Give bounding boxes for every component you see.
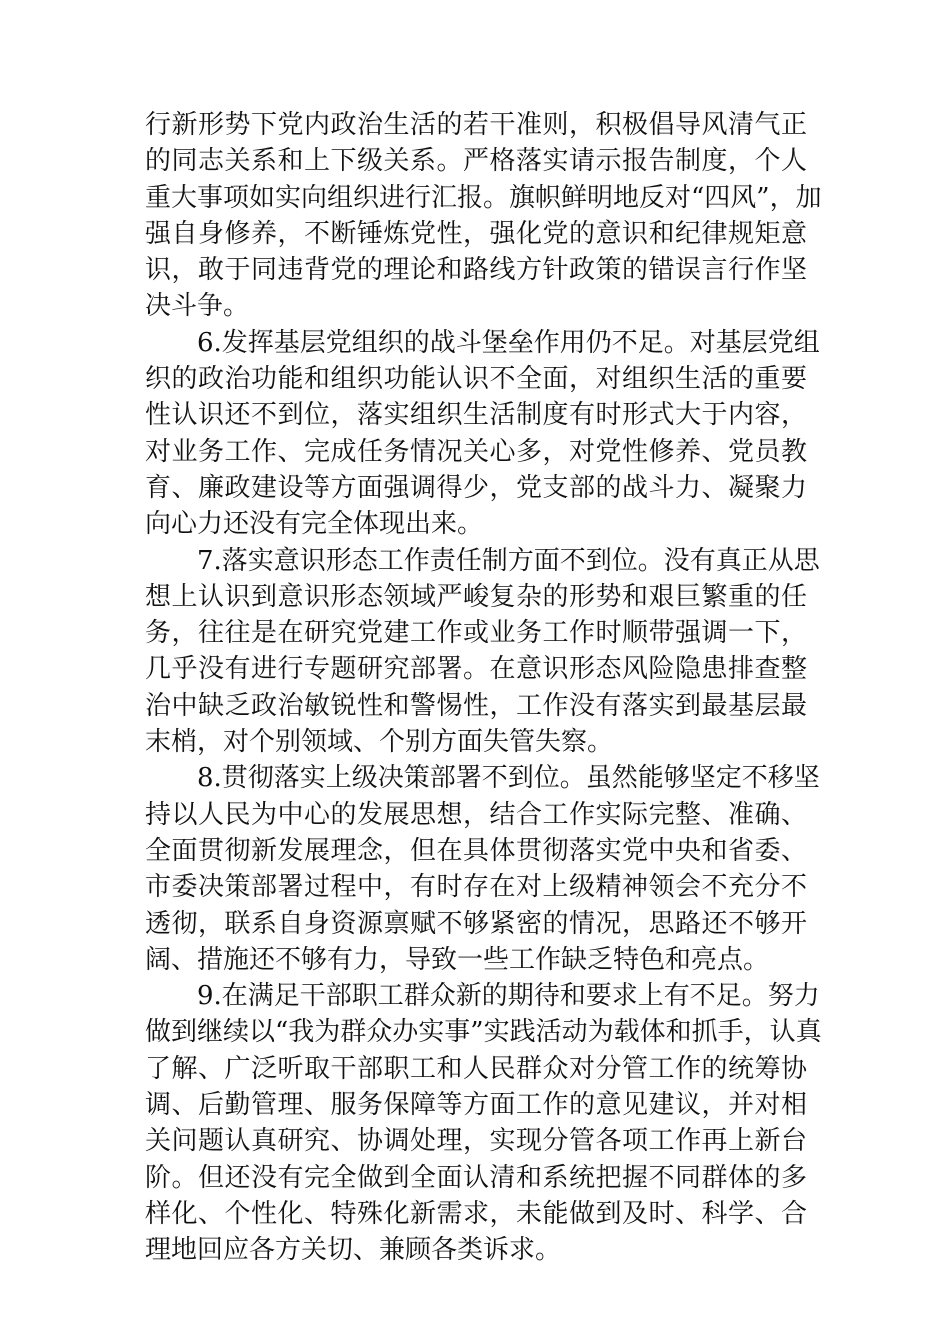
text-line: 6.发挥基层党组织的战斗堡垒作用仍不足。对基层党组	[197, 327, 820, 358]
text-line: 8.贯彻落实上级决策部署不到位。虽然能够坚定不移坚	[197, 763, 820, 794]
text-line: 的同志关系和上下级关系。严格落实请示报告制度，个人	[145, 146, 807, 177]
text-line: 对业务工作、完成任务情况关心多，对党性修养、党员教	[145, 436, 807, 467]
paragraph	[145, 978, 822, 1268]
paragraph	[145, 107, 822, 325]
text-line: 关问题认真研究、协调处理，实现分管各项工作再上新台	[145, 1126, 807, 1157]
text-line: 市委决策部署过程中，有时存在对上级精神领会不充分不	[145, 872, 807, 903]
text-line: 想上认识到意识形态领域严峻复杂的形势和艰巨繁重的任	[145, 581, 807, 612]
text-line: 识，敢于同违背党的理论和路线方针政策的错误言行作坚	[145, 255, 807, 286]
text-line: 做到继续以“我为群众办实事”实践活动为载体和抓手，认真	[145, 1017, 822, 1048]
text-line: 几乎没有进行专题研究部署。在意识形态风险隐患排查整	[145, 654, 807, 685]
text-line: 了解、广泛听取干部职工和人民群众对分管工作的统筹协	[145, 1053, 807, 1084]
text-line: 透彻，联系自身资源禀赋不够紧密的情况，思路还不够开	[145, 908, 807, 939]
paragraph	[145, 760, 820, 978]
text-line: 阶。但还没有完全做到全面认清和系统把握不同群体的多	[145, 1162, 807, 1193]
text-line: 向心力还没有完全体现出来。	[145, 509, 484, 540]
text-line: 重大事项如实向组织进行汇报。旗帜鲜明地反对“四风”，加	[145, 182, 822, 213]
text-line: 决斗争。	[145, 291, 250, 322]
text-line: 理地回应各方关切、兼顾各类诉求。	[145, 1235, 562, 1266]
text-line: 样化、个性化、特殊化新需求，未能做到及时、科学、合	[145, 1198, 807, 1229]
text-line: 性认识还不到位，落实组织生活制度有时形式大于内容，	[145, 400, 807, 431]
text-line: 调、后勤管理、服务保障等方面工作的意见建议，并对相	[145, 1090, 807, 1121]
text-line: 织的政治功能和组织功能认识不全面，对组织生活的重要	[145, 364, 807, 395]
document-body	[145, 107, 822, 1269]
text-line: 强自身修养，不断锤炼党性，强化党的意识和纪律规矩意	[145, 218, 807, 249]
text-line: 育、廉政建设等方面强调得少，党支部的战斗力、凝聚力	[145, 472, 807, 503]
text-line: 9.在满足干部职工群众新的期待和要求上有不足。努力	[197, 981, 820, 1012]
text-line: 行新形势下党内政治生活的若干准则，积极倡导风清气正	[145, 110, 807, 140]
text-line: 阔、措施还不够有力，导致一些工作缺乏特色和亮点。	[145, 944, 770, 975]
text-line: 治中缺乏政治敏锐性和警惕性，工作没有落实到最基层最	[145, 690, 807, 721]
text-line: 持以人民为中心的发展思想，结合工作实际完整、准确、	[145, 799, 807, 830]
text-line: 7.落实意识形态工作责任制方面不到位。没有真正从思	[197, 545, 820, 576]
text-line: 务，往往是在研究党建工作或业务工作时顺带强调一下，	[145, 618, 807, 649]
paragraph	[145, 543, 820, 761]
paragraph	[145, 325, 820, 543]
text-line: 末梢，对个别领域、个别方面失管失察。	[145, 727, 614, 758]
text-line: 全面贯彻新发展理念，但在具体贯彻落实党中央和省委、	[145, 835, 807, 866]
